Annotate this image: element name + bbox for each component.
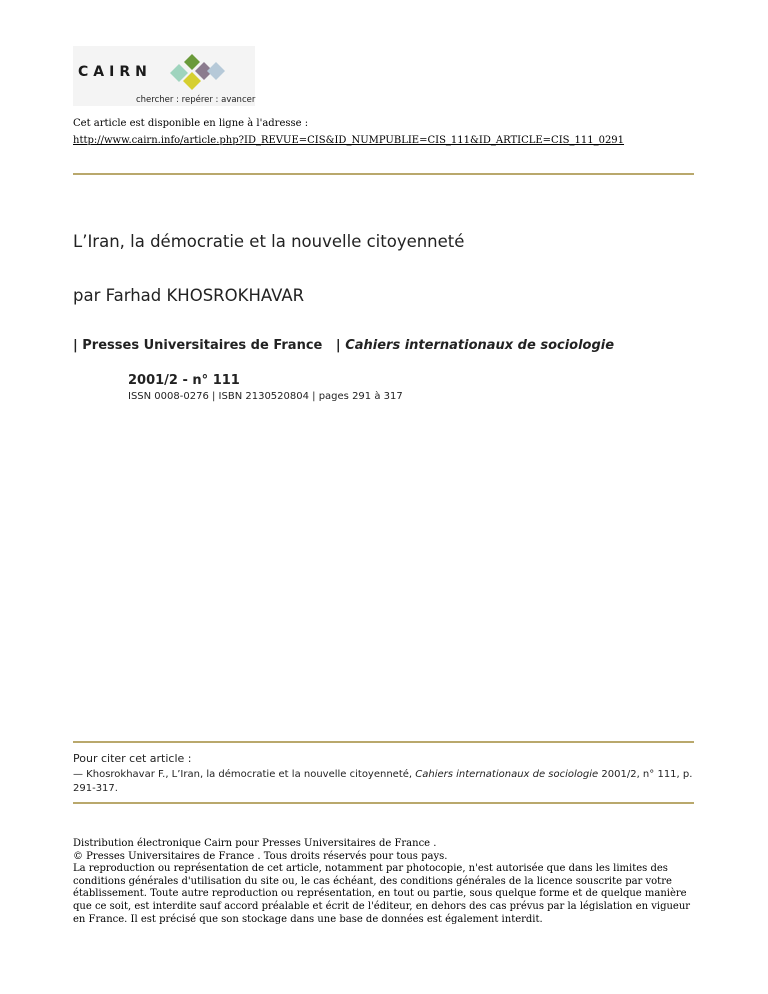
divider-citation-bottom <box>73 802 694 804</box>
article-url-link[interactable]: http://www.cairn.info/article.php?ID_REVUE=CIS&ID_NUMPUBLIE=CIS_111&ID_ARTICLE=CIS_111_0291 <box>73 135 625 146</box>
logo-diamond-blue <box>207 62 225 80</box>
publisher-name: | Presses Universitaires de France <box>73 338 323 353</box>
journal-name: | Cahiers internationaux de sociologie <box>335 338 615 353</box>
citation-text <box>73 768 693 796</box>
logo-diamond-green <box>184 54 200 70</box>
publication-line <box>73 338 614 353</box>
issn-isbn-pages: ISSN 0008-0276 | ISBN 2130520804 | pages 291 à 317 <box>128 391 403 402</box>
citation-heading: Pour citer cet article : <box>73 752 192 765</box>
logo-tagline: chercher : repérer : avancer <box>136 95 256 105</box>
article-author: par Farhad KHOSROKHAVAR <box>73 286 305 305</box>
citation-journal: Cahiers internationaux de sociologie <box>415 769 599 780</box>
logo-diamonds-icon <box>163 54 225 92</box>
copyright-line: © Presses Universitaires de France . Tous droits réservés pour tous pays. <box>73 850 448 862</box>
divider-top <box>73 173 694 175</box>
availability-text: Cet article est disponible en ligne à l'adresse : <box>73 118 309 129</box>
reproduction-notice: La reproduction ou représentation de cet article, notamment par photocopie, n'est autorisée que dans les limites des conditions générales d'utilisation du site ou, le cas échéant, des conditions générales de la licence souscrite par votre établissement. Toute autre reproduction ou représentation, en tout ou partie, sous quelque forme et de quelque manière que ce soit, est interdite sauf accord préalable et écrit de l'éditeur, en dehors des cas prévus par la législation en vigueur en France. Il est précisé que son stockage dans une base de données est également interdit. <box>73 863 691 925</box>
issue-number: 2001/2 - n° 111 <box>128 373 240 388</box>
citation-prefix: — Khosrokhavar F., L’Iran, la démocratie et la nouvelle citoyenneté, <box>73 769 416 780</box>
citation-suffix: 2001/2, n° 111, p. 291-317. <box>73 769 693 794</box>
legal-notice <box>73 838 695 926</box>
logo-wordmark: CAIRN <box>78 64 152 80</box>
divider-citation-top <box>73 741 694 743</box>
distribution-line: Distribution électronique Cairn pour Presses Universitaires de France . <box>73 838 437 849</box>
article-title: L’Iran, la démocratie et la nouvelle citoyenneté <box>73 232 465 251</box>
